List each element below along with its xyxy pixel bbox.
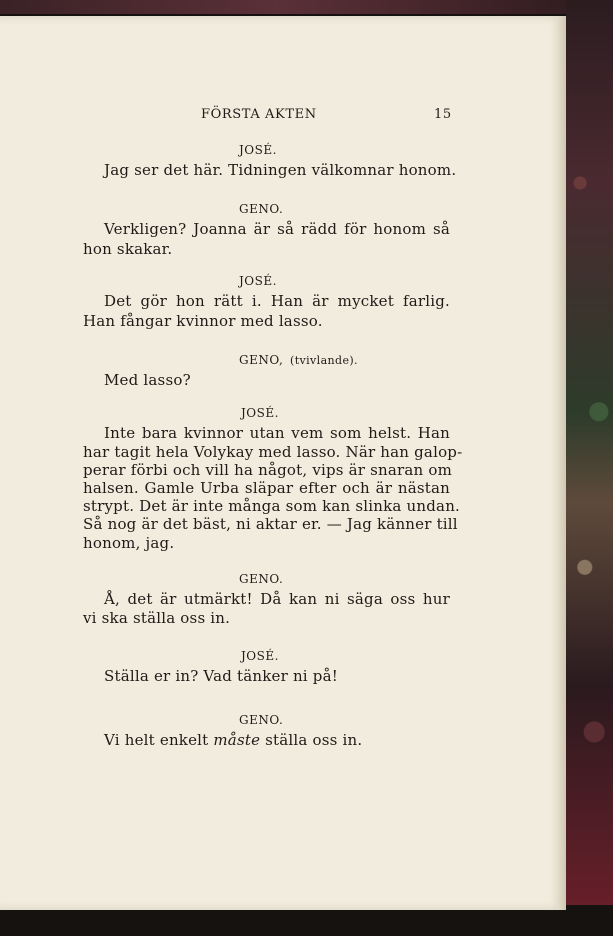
speaker-label: JOSÉ. [239, 274, 277, 288]
dialogue-line: Han fångar kvinnor med lasso. [83, 312, 323, 330]
dialogue-line: vi ska ställa oss in. [83, 609, 231, 627]
dialogue-line: hon skakar. [83, 240, 173, 258]
dialogue-line: halsen. Gamle Urba släpar efter och är nästan [83, 479, 450, 497]
page-number: 15 [434, 107, 452, 122]
dialogue-line: Verkligen? Joanna är så rädd för honom så [104, 220, 450, 238]
dialogue-line: Så nog är det bäst, ni aktar er. — Jag känner till [83, 515, 458, 533]
speaker-label: JOSÉ. [239, 143, 277, 157]
speaker-label: JOSÉ. [241, 406, 279, 420]
speaker-label: JOSÉ. [241, 649, 279, 663]
dialogue-line: Jag ser det här. Tidningen välkomnar honom. [104, 161, 457, 179]
dialogue-line: honom, jag. [83, 534, 175, 552]
dialogue-text: ställa oss in. [260, 731, 363, 749]
dialogue-line: Å, det är utmärkt! Då kan ni säga oss hur [104, 590, 450, 608]
running-head: FÖRSTA AKTEN [201, 107, 317, 122]
dialogue-line: Inte bara kvinnor utan vem som helst. Han [104, 424, 450, 442]
speaker-label: GENO. [239, 713, 284, 727]
dialogue-line: Med lasso? [104, 371, 191, 389]
dialogue-line: Ställa er in? Vad tänker ni på! [104, 667, 338, 685]
emphasized-word: måste [213, 731, 261, 749]
dialogue-line [104, 731, 362, 749]
dialogue-text: Vi helt enkelt [104, 731, 214, 749]
stage-direction: (tvivlande). [290, 354, 358, 367]
speaker-label: GENO. [239, 202, 284, 216]
book-cover-top [0, 0, 613, 14]
page-edge-shadow [557, 16, 566, 910]
dialogue-line: har tagit hela Volykay med lasso. När han galop- [83, 443, 463, 461]
marbled-page-edge [566, 0, 613, 915]
dialogue-line: perar förbi och vill ha något, vips är snaran om [83, 461, 453, 479]
speaker-label: GENO. [239, 572, 284, 586]
dialogue-line: strypt. Det är inte många som kan slinka undan. [83, 497, 461, 515]
dialogue-line: Det gör hon rätt i. Han är mycket farlig. [104, 292, 450, 310]
speaker-label: GENO, [239, 353, 284, 367]
